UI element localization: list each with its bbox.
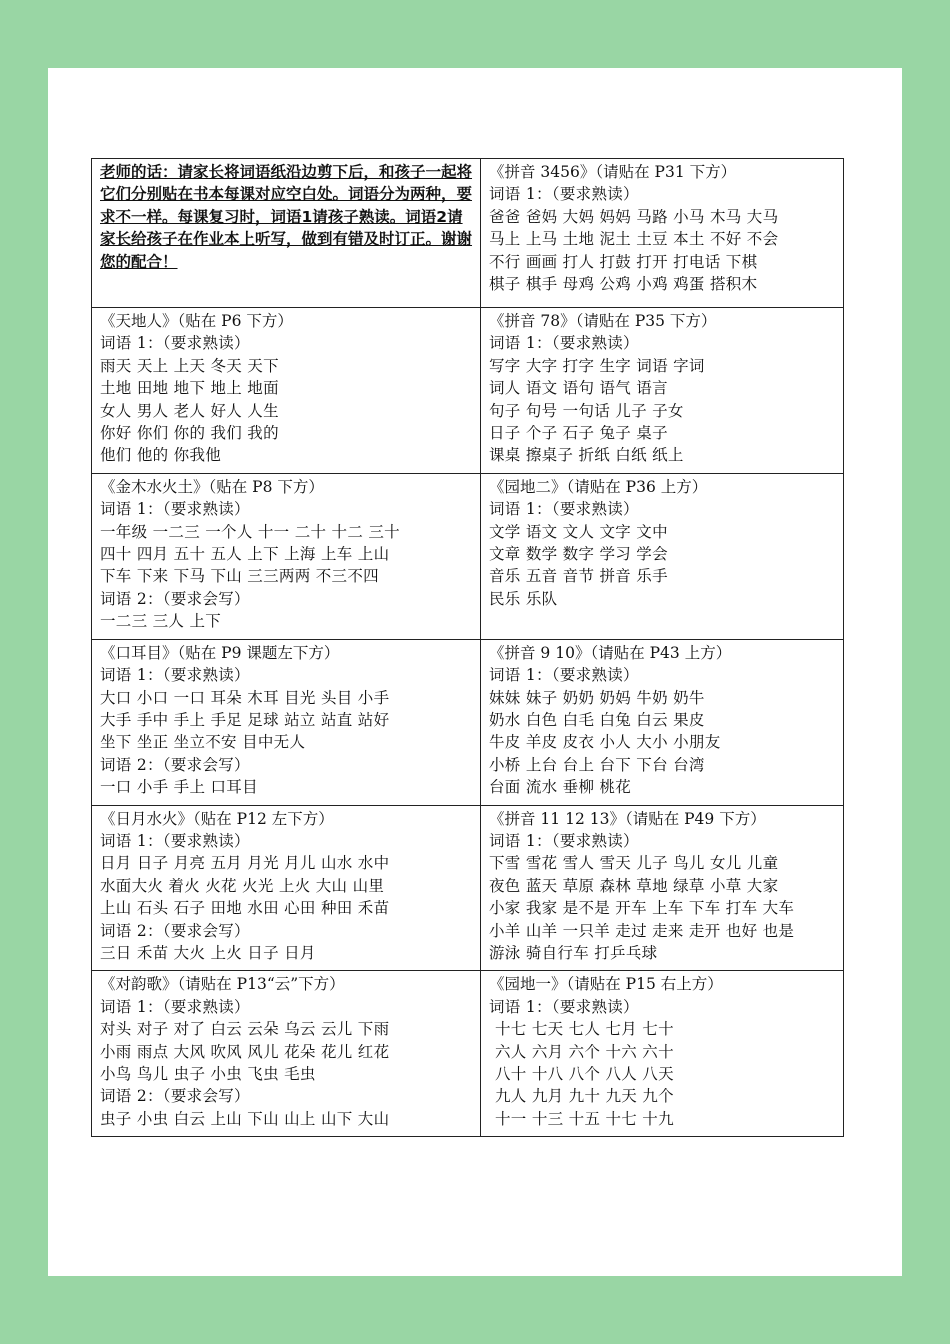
lesson-cell [92,639,481,805]
word-line: 九人 九月 九十 九天 九个 [495,1087,674,1106]
lesson-title: 《金木水火土》（贴在 P8 下方） [100,477,324,496]
word-line: 雨天 天上 上天 冬天 天下 [100,356,279,375]
word-line: 词人 语文 语句 语气 语言 [489,379,668,398]
requirement-label: 词语 1：（要求熟读） [100,831,250,850]
table-row [92,971,844,1137]
word-line: 爸爸 爸妈 大妈 妈妈 马路 小马 木马 大马 [489,207,779,226]
lesson-title: 《园地二》（请贴在 P36 上方） [489,477,708,496]
word-line: 八十 十八 八个 八人 八天 [495,1065,674,1083]
word-line: 你好 你们 你的 我们 我的 [100,424,279,443]
requirement-label: 词语 1：（要求熟读） [489,500,639,519]
word-line: 马上 上马 土地 泥土 土豆 本土 不好 不会 [489,230,779,249]
word-line: 四十 四月 五十 五人 上下 上海 上车 上山 [100,545,390,564]
vocabulary-table [91,158,844,1137]
word-line: 民乐 乐队 [489,589,558,608]
word-line: 音乐 五音 音节 拼音 乐手 [489,567,668,586]
word-line: 一年级 一二三 一个人 十一 二十 十二 三十 [100,522,400,541]
word-line: 他们 他的 你我他 [100,446,222,465]
word-line: 小羊 山羊 一只羊 走过 走来 走开 也好 也是 [489,921,795,940]
word-line: 棋子 棋手 母鸡 公鸡 小鸡 鸡蛋 搭积木 [489,275,758,294]
lesson-cell [481,473,844,639]
requirement-label: 词语 1：（要求熟读） [100,997,250,1016]
lesson-title: 《拼音 78》（请贴在 P35 下方） [489,312,717,330]
word-line: 小家 我家 是不是 开车 上车 下车 打车 大车 [489,899,795,918]
table-row [92,805,844,971]
word-line: 土地 田地 地下 地上 地面 [100,379,279,398]
word-line: 文学 语文 文人 文字 文中 [489,522,668,541]
lesson-title: 《日月水火》（贴在 P12 左下方） [100,809,334,828]
requirement-label: 词语 1：（要求熟读） [489,334,639,353]
word-line: 不行 画画 打人 打鼓 打开 打电话 下棋 [489,252,758,271]
word-line: 小鸟 鸟儿 虫子 小虫 飞虫 毛虫 [100,1065,316,1083]
lesson-title: 《拼音 3456》（请贴在 P31 下方） [489,163,737,181]
lesson-cell [481,639,844,805]
word-line: 坐下 坐正 坐立不安 目中无人 [100,733,306,752]
word-line: 下雪 雪花 雪人 雪天 儿子 鸟儿 女儿 儿童 [489,854,779,873]
requirement-label: 词语 1：（要求熟读） [489,185,639,204]
word-line: 女人 男人 老人 好人 人生 [100,401,279,420]
lesson-cell [92,805,481,971]
word-line: 课桌 擦桌子 折纸 白纸 纸上 [489,446,684,465]
worksheet-page [48,68,902,1276]
word-line: 小雨 雨点 大风 吹风 风儿 花朵 花儿 红花 [100,1042,390,1061]
word-line: 游泳 骑自行车 打乒乓球 [489,943,658,962]
lesson-title: 《口耳目》（贴在 P9 课题左下方） [100,643,340,662]
lesson-cell [92,473,481,639]
word-line: 台面 流水 垂柳 桃花 [489,778,632,797]
word-line: 奶水 白色 白毛 白兔 白云 果皮 [489,710,705,729]
word-line: 日月 日子 月亮 五月 月光 月儿 山水 水中 [100,854,390,873]
requirement-label: 词语 1：（要求熟读） [100,334,250,353]
table-row [92,308,844,474]
word-line: 十一 十三 十五 十七 十九 [495,1109,674,1128]
lesson-cell [92,971,481,1137]
word-line: 水面大火 着火 火花 火光 上火 大山 山里 [100,876,385,895]
word-line: 对头 对子 对了 白云 云朵 乌云 云儿 下雨 [100,1020,390,1039]
lesson-title: 《拼音 9 10》（请贴在 P43 上方） [489,643,732,662]
word-line: 虫子 小虫 白云 上山 下山 山上 山下 大山 [100,1109,390,1128]
word-line: 句子 句号 一句话 儿子 子女 [489,401,684,420]
word-line: 妹妹 妹子 奶奶 奶妈 牛奶 奶牛 [489,688,705,707]
word-line: 小桥 上台 台上 台下 下台 台湾 [489,755,705,774]
lesson-title: 《园地一》（请贴在 P15 右上方） [489,975,723,994]
lesson-title: 《天地人》（贴在 P6 下方） [100,312,293,330]
requirement-label: 词语 1：（要求熟读） [489,997,639,1016]
table-row [92,639,844,805]
teacher-note: 老师的话：请家长将词语纸沿边剪下后，和孩子一起将它们分别贴在书本每课对应空白处。词语分为两种，要求不一样。每课复习时，词语1请孩子熟读。词语2请家长给孩子在作业本上听写，做到有错及时订正。谢谢您的配合！ [100,163,473,271]
lesson-cell [481,308,844,474]
requirement-label: 词语 2：（要求会写） [100,1087,250,1106]
word-line: 大手 手中 手上 手足 足球 站立 站直 站好 [100,710,390,729]
teacher-note-cell [92,159,481,308]
requirement-label: 词语 2：（要求会写） [100,589,250,608]
word-line: 六人 六月 六个 十六 六十 [495,1042,674,1061]
lesson-title: 《对韵歌》（请贴在 P13“云”下方） [100,975,345,994]
word-line: 一二三 三人 上下 [100,612,222,631]
word-line: 文章 数学 数字 学习 学会 [489,545,668,564]
word-line: 十七 七天 七人 七月 七十 [495,1020,674,1039]
lesson-cell [481,805,844,971]
requirement-label: 词语 1：（要求熟读） [489,831,639,850]
requirement-label: 词语 1：（要求熟读） [100,666,250,685]
table-row [92,159,844,308]
requirement-label: 词语 1：（要求熟读） [489,666,639,685]
word-line: 下车 下来 下马 下山 三三两两 不三不四 [100,567,379,586]
word-line: 三日 禾苗 大火 上火 日子 日月 [100,943,316,962]
word-line: 夜色 蓝天 草原 森林 草地 绿草 小草 大家 [489,876,779,895]
word-line: 日子 个子 石子 兔子 桌子 [489,424,668,443]
word-line: 写字 大字 打字 生字 词语 字词 [489,356,705,375]
lesson-title: 《拼音 11 12 13》（请贴在 P49 下方） [489,809,766,828]
lesson-cell [481,159,844,308]
word-line: 大口 小口 一口 耳朵 木耳 目光 头目 小手 [100,688,390,707]
word-line: 牛皮 羊皮 皮衣 小人 大小 小朋友 [489,733,721,752]
lesson-cell [92,308,481,474]
requirement-label: 词语 2：（要求会写） [100,921,250,940]
requirement-label: 词语 1：（要求熟读） [100,500,250,519]
word-line: 上山 石头 石子 田地 水田 心田 种田 禾苗 [100,899,390,918]
lesson-cell [481,971,844,1137]
table-row [92,473,844,639]
requirement-label: 词语 2：（要求会写） [100,755,250,774]
word-line: 一口 小手 手上 口耳目 [100,778,258,797]
